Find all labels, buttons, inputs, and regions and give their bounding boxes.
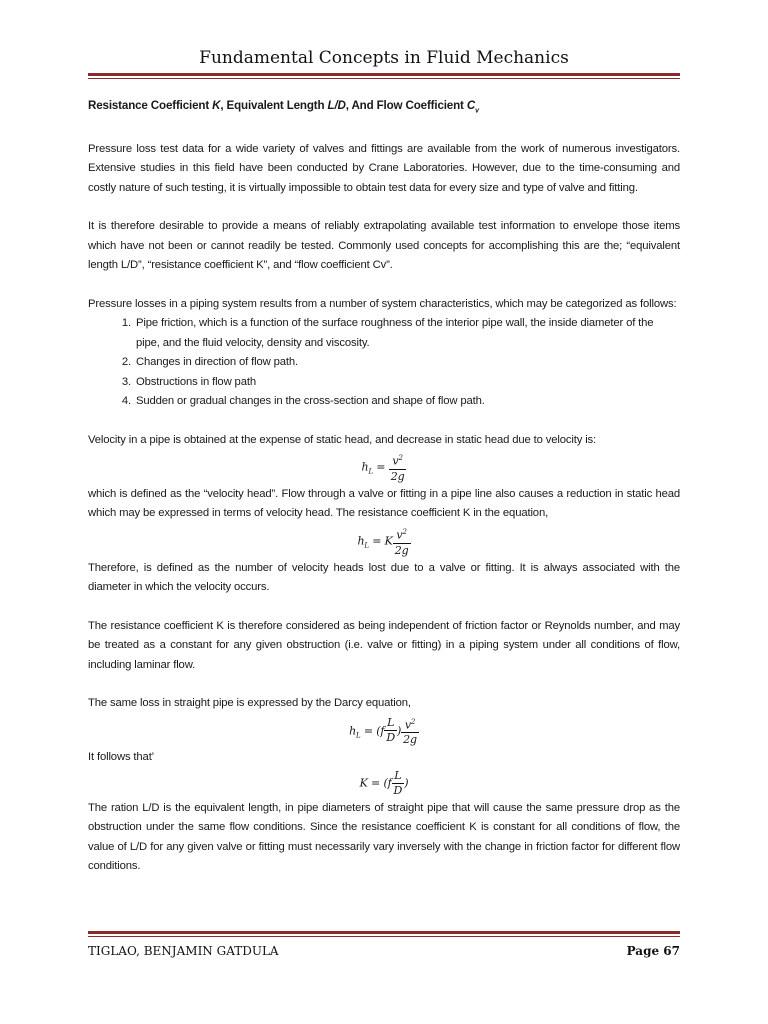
paragraph-pressure-losses: Pressure losses in a piping system results from a number of system characteristics, which may be categorized as follows: — [88, 297, 677, 310]
paragraph-therefore: Therefore, is defined as the number of velocity heads lost due to a valve or fitting. It is always associated with the diameter in which the velocity occurs. — [88, 561, 680, 594]
footer-rule-thick — [88, 931, 680, 934]
list-item: 1. Pipe friction, which is a function of the surface roughness of the interior pipe wall, the inside diameter of the pipe, and the fluid velocity, density and viscosity. — [134, 314, 680, 353]
list-item: 4. Sudden or gradual changes in the cross-section and shape of flow path. — [134, 392, 680, 412]
paragraph-extrapolation: It is therefore desirable to provide a means of reliably extrapolating available test information to envelope those items which have not been or cannot readily be tested. Commonly used concepts for accomplishing this are the; “equivalent length L/D”, “resistance coefficient K”, and “flow coefficient Cv”. — [88, 220, 680, 272]
page-header-title: Fundamental Concepts in Fluid Mechanics — [199, 48, 569, 68]
header-rule-thick — [88, 73, 680, 76]
list-item: 3. Obstructions in flow path — [134, 373, 680, 393]
footer-page-number: Page 67 — [626, 944, 680, 958]
loss-causes-list — [88, 314, 680, 412]
equation-velocity-head: $h_L$ = $\frac{v^2}{2g}$ — [88, 451, 680, 484]
footer-rule-thin — [88, 936, 680, 937]
equation-resistance-coefficient: $h_L = K$ $\frac{v^2}{2g}$ — [88, 525, 680, 558]
paragraph-ratio: The ration L/D is the equivalent length, in pipe diameters of straight pipe that will cause the same pressure drop as the obstruction under the same flow conditions. Since the resistance coefficient K is constant for all conditions of flow, the value of L/D for any given valve or fitting must necessarily vary inversely with the change in friction factor for different flow conditions. — [88, 801, 680, 873]
equation-darcy: $h_L = (f$ $\frac{L}{D}$ ) $\frac{v^2}{2g}$ — [349, 716, 417, 747]
paragraph-velocity: Velocity in a pipe is obtained at the expense of static head, and decrease in static head due to velocity is: — [88, 433, 597, 446]
paragraph-independent: The resistance coefficient K is therefore considered as being independent of friction factor or Reynolds number, and may be treated as a constant for any given obstruction (i.e. valve or fitting) in a piping system under all conditions of flow, including laminar flow. — [88, 619, 680, 671]
list-item: 2. Changes in direction of flow path. — [134, 353, 680, 373]
paragraph-follows: It follows that’ — [88, 751, 155, 764]
section-heading: Resistance Coefficient K, Equivalent Length L/D, And Flow Coefficient $C_v$ — [88, 99, 479, 115]
main-content — [88, 96, 680, 877]
paragraph-darcy: The same loss in straight pipe is expressed by the Darcy equation, — [88, 697, 411, 710]
paragraph-intro: Pressure loss test data for a wide variety of valves and fittings are available from the work of numerous investigators. Extensive studies in this field have been conducted by Crane Laboratories. However, due to the time-consuming and costly nature of such testing, it is virtually impossible to obtain test data for every size and type of valve and fitting. — [88, 142, 680, 194]
paragraph-velocity-head: which is defined as the “velocity head”. Flow through a valve or fitting in a pipe line also causes a reduction in static head which may be expressed in terms of velocity head. The resistance coefficient K in the equation, — [88, 487, 680, 520]
header-rule-thin — [88, 78, 680, 79]
footer-author: TIGLAO, BENJAMIN GATDULA — [88, 944, 279, 958]
equation-k: K = (f $\frac{L}{D}$ ) — [359, 768, 409, 797]
